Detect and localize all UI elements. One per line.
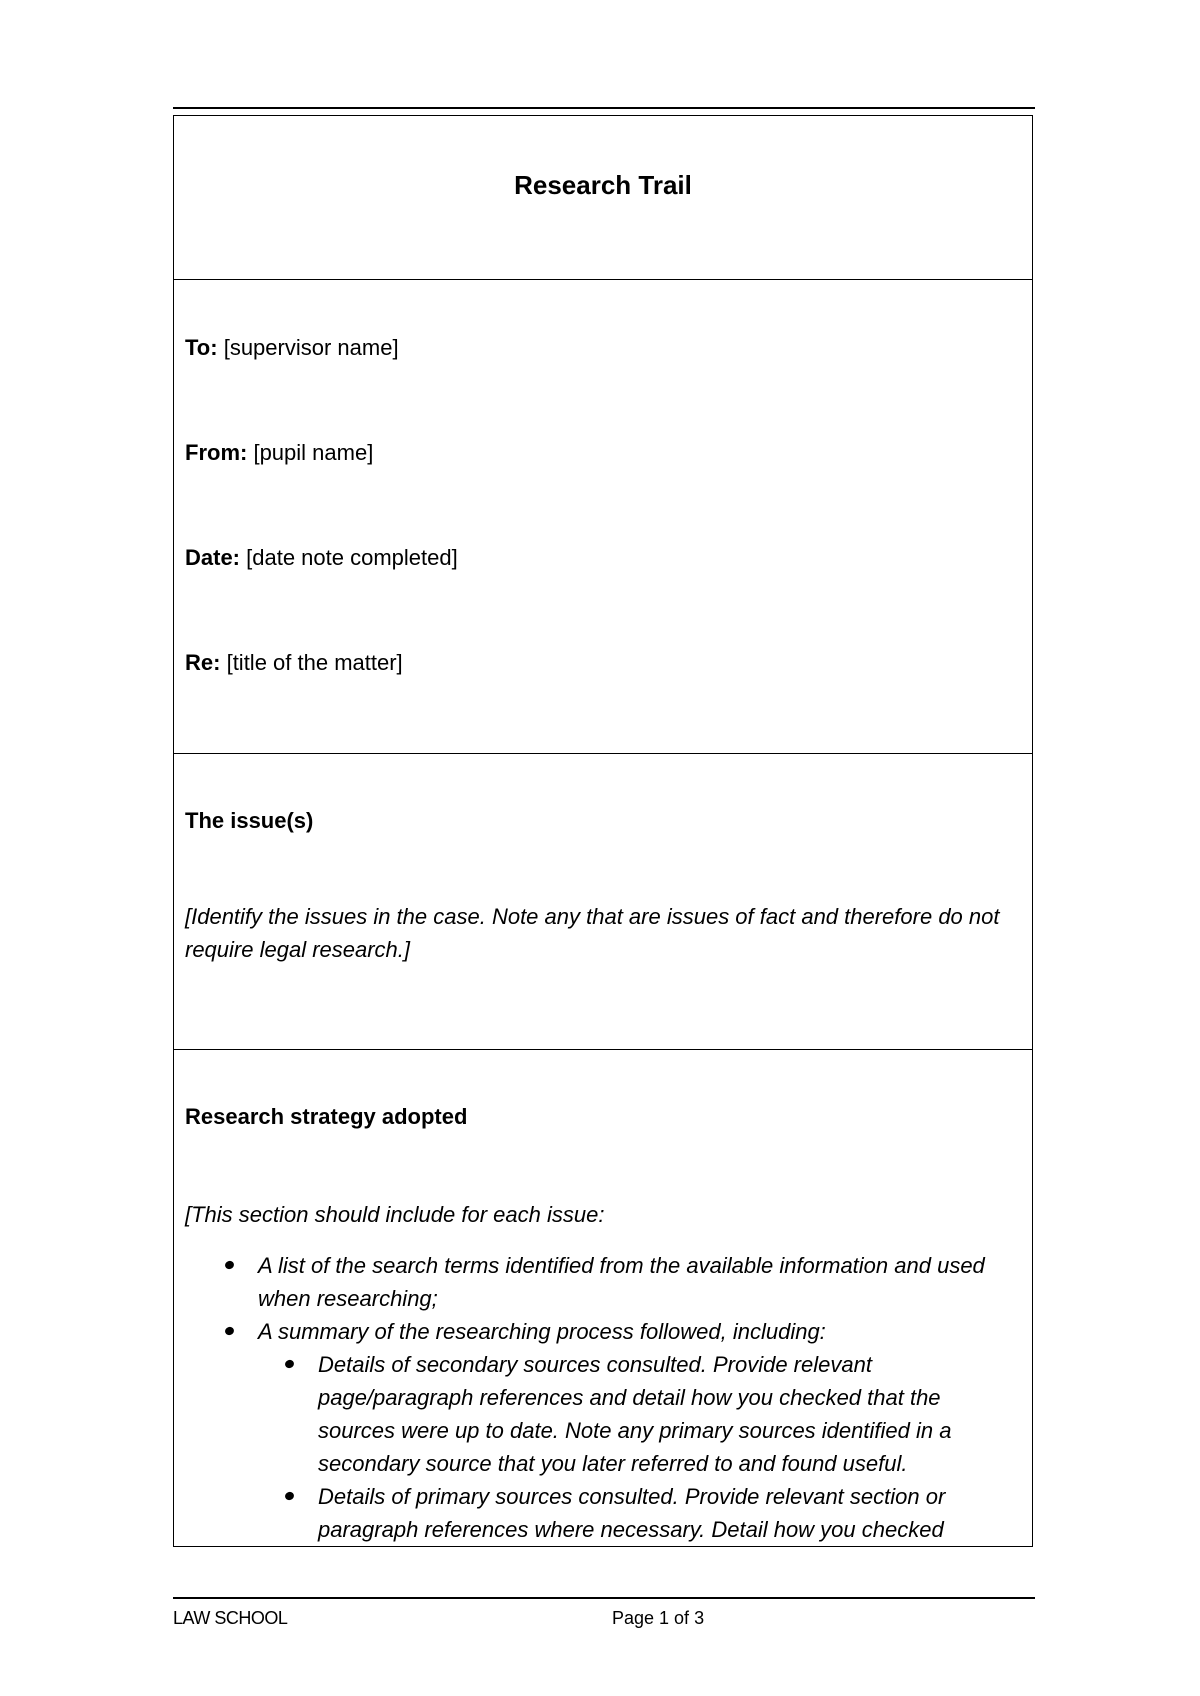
to-label: To: [185, 335, 218, 360]
list-item [174, 1315, 1022, 1546]
sublist-item [258, 1348, 1022, 1480]
date-field [185, 545, 458, 571]
issues-instructions: [Identify the issues in the case. Note any that are issues of fact and therefore do not require legal research.] [185, 904, 1000, 962]
to-field [185, 335, 399, 361]
memo-header-row [174, 280, 1032, 754]
list-item-text: A list of the search terms identified from the available information and used when researching; [258, 1253, 985, 1311]
from-value: [pupil name] [253, 440, 374, 465]
research-trail-table [173, 115, 1033, 1547]
list-item [174, 1249, 1022, 1315]
re-label: Re: [185, 650, 221, 675]
to-value: [supervisor name] [223, 335, 399, 360]
page-number: Page 1 of 3 [612, 1608, 705, 1628]
re-value: [title of the matter] [226, 650, 403, 675]
bullet-icon [284, 1491, 295, 1502]
issues-heading: The issue(s) [185, 808, 314, 833]
footer-rule [173, 1597, 1035, 1599]
sublist-item-text: Details of secondary sources consulted. Provide relevant page/paragraph references and detail how you checked that the sources were up to date. Note any primary sources identified in a secondary source that you later referred to and found useful. [318, 1352, 952, 1476]
strategy-row [174, 1050, 1032, 1547]
list-item-text: A summary of the researching process followed, including: [258, 1319, 826, 1344]
sublist-item-text: Details of primary sources consulted. Provide relevant section or paragraph references where necessary. Detail how you checked [318, 1484, 946, 1542]
strategy-list [174, 1249, 1022, 1546]
bullet-icon [224, 1326, 235, 1337]
issues-row [174, 754, 1032, 1050]
from-label: From: [185, 440, 248, 465]
footer-school-name: LAW SCHOOL [173, 1608, 288, 1628]
date-value: [date note completed] [246, 545, 458, 570]
document-title: Research Trail [514, 170, 692, 200]
from-field [185, 440, 373, 466]
bullet-icon [284, 1359, 295, 1370]
strategy-sublist [258, 1348, 1022, 1546]
strategy-intro: [This section should include for each issue: [185, 1202, 605, 1227]
re-field [185, 650, 403, 676]
date-label: Date: [185, 545, 241, 570]
bullet-icon [224, 1260, 235, 1271]
title-row [174, 116, 1032, 280]
header-rule [173, 107, 1035, 109]
strategy-heading: Research strategy adopted [185, 1104, 468, 1129]
sublist-item [258, 1480, 1022, 1546]
